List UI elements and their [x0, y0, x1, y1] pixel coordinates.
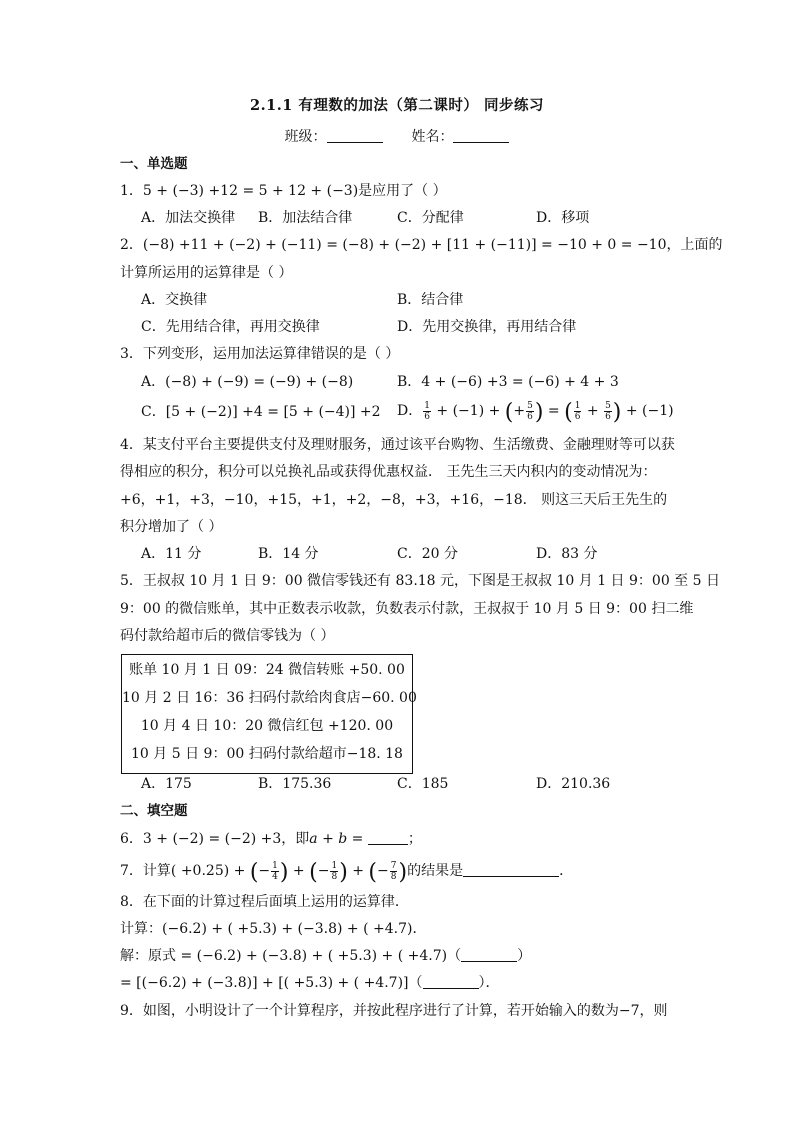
answer-blank[interactable] — [461, 947, 517, 962]
question-8-line-4: = [(−6.2) + (−3.8)] + [( +5.3) + ( +4.7)]（ ）． — [120, 975, 500, 991]
fraction: $\frac{1}{6}$ — [574, 400, 581, 422]
fraction: $\frac{5}{6}$ — [527, 400, 533, 422]
question-1-stem: 1．5 + (−3) +12 = 5 + 12 + (−3)是应用了（ ） — [120, 183, 447, 199]
fraction: $\frac{5}{6}$ — [605, 400, 611, 422]
answer-blank[interactable] — [423, 974, 479, 989]
name-blank[interactable] — [453, 128, 509, 143]
question-5-line-1: 5．王叔叔 10 月 1 日 9：00 微信零钱还有 83.18 元，下图是王叔叔 10 月 1 日 9：00 至 5 日 — [120, 573, 720, 589]
question-1-option-a[interactable]: A．加法交换律 — [141, 210, 236, 226]
bill-row: 10 月 2 日 16：36 扫码付款给肉食店−60. 00 — [122, 690, 417, 706]
wechat-bill-box — [121, 654, 417, 774]
question-4-line-3: +6，+1，+3，−10，+15，+1，+2，−8，+3，+16，−18． 则这三天后王先生的 — [120, 492, 668, 508]
question-8-line-3: 解：原式 = (−6.2) + (−3.8) + ( +5.3) + ( +4.7)（ ） — [120, 948, 532, 964]
question-2-option-c[interactable]: C．先用结合律，再用交换律 — [141, 319, 320, 335]
class-blank[interactable] — [327, 128, 383, 143]
question-5-option-c[interactable]: C．185 — [397, 776, 449, 792]
question-1-option-b[interactable]: B．加法结合律 — [258, 210, 353, 226]
question-3-option-d[interactable]: D． $\frac{1}{6}$ + (−1) + (+ $\frac{5}{6}$ ) = ( $\frac{1}{6}$ + $\frac{5}{6}$ ) + (−1) — [397, 400, 674, 425]
bill-row: 10 月 4 日 10：20 微信红包 +120. 00 — [140, 718, 394, 734]
question-4-line-4: 积分增加了（ ） — [120, 519, 223, 535]
fraction: $\frac{1}{6}$ — [424, 400, 430, 422]
question-5-line-2: 9：00 的微信账单，其中正数表示收款，负数表示付款，王叔叔于 10 月 5 日 9：00 扫二维 — [120, 601, 694, 617]
question-3-option-a[interactable]: A．(−8) + (−9) = (−9) + (−8) — [141, 374, 354, 390]
document-title: 2.1.1 有理数的加法（第二课时） 同步练习 — [250, 97, 544, 114]
question-5-option-a[interactable]: A．175 — [141, 776, 192, 792]
question-2-stem-line-1: 2．(−8) +11 + (−2) + (−11) = (−8) + (−2) + [11 + (−11)] = −10 + 0 = −10，上面的 — [120, 237, 723, 253]
fraction: $\frac{1}{4}$ — [272, 860, 278, 882]
answer-blank[interactable] — [368, 830, 408, 845]
question-3-stem: 3．下列变形，运用加法运算律错误的是（ ） — [120, 346, 400, 362]
name-label: 姓名： — [411, 129, 454, 145]
question-7: 7．计算( +0.25) + (− $\frac{1}{4}$ ) + (− $\frac{1}{8}$ ) + (− $\frac{7}{8}$ )的结果是 ． — [120, 860, 574, 885]
question-3-option-b[interactable]: B．4 + (−6) +3 = (−6) + 4 + 3 — [397, 374, 619, 390]
student-info-line — [0, 126, 794, 146]
fraction: $\frac{7}{8}$ — [390, 860, 397, 882]
answer-blank[interactable] — [463, 862, 559, 877]
question-2-option-b[interactable]: B．结合律 — [397, 292, 464, 308]
question-8-line-1: 8．在下面的计算过程后面填上运用的运算律． — [120, 894, 409, 910]
question-5-option-b[interactable]: B．175.36 — [258, 776, 332, 792]
question-2-option-d[interactable]: D．先用交换律，再用结合律 — [397, 319, 577, 335]
section-single-choice: 一、单选题 — [120, 156, 188, 172]
question-1-option-d[interactable]: D．移项 — [536, 210, 590, 226]
question-4-option-d[interactable]: D．83 分 — [536, 546, 598, 562]
question-3-option-c[interactable]: C．[5 + (−2)] +4 = [5 + (−4)] +2 — [141, 404, 381, 420]
bill-row: 10 月 5 日 9：00 扫码付款给超市−18. 18 — [131, 746, 403, 762]
question-5-option-d[interactable]: D．210.36 — [536, 776, 611, 792]
question-6: 6．3 + (−2) = (−2) +3，即𝑎 + 𝑏 = ； — [120, 831, 422, 847]
question-4-option-a[interactable]: A．11 分 — [141, 546, 202, 562]
question-2-stem-line-2: 计算所运用的运算律是（ ） — [120, 265, 293, 281]
bill-row: 账单 10 月 1 日 09：24 微信转账 +50. 00 — [129, 662, 405, 678]
question-2-option-a[interactable]: A．交换律 — [141, 292, 208, 308]
question-4-line-1: 4．某支付平台主要提供支付及理财服务，通过该平台购物、生活缴费、金融理财等可以获 — [120, 437, 675, 453]
question-4-line-2: 得相应的积分，积分可以兑换礼品或获得优惠权益． 王先生三天内积内的变动情况为： — [120, 464, 657, 480]
section-fill-in: 二、填空题 — [120, 803, 188, 819]
question-9-line-1: 9．如图，小明设计了一个计算程序，并按此程序进行了计算，若开始输入的数为−7，则 — [120, 1003, 668, 1019]
question-4-option-b[interactable]: B．14 分 — [258, 546, 319, 562]
question-8-line-2: 计算：(−6.2) + ( +5.3) + (−3.8) + ( +4.7)． — [120, 921, 427, 937]
fraction: $\frac{1}{8}$ — [331, 860, 338, 882]
class-label: 班级： — [284, 129, 327, 145]
question-1-option-c[interactable]: C．分配律 — [397, 210, 464, 226]
question-5-line-3: 码付款给超市后的微信零钱为（ ） — [120, 628, 335, 644]
question-4-option-c[interactable]: C．20 分 — [397, 546, 458, 562]
